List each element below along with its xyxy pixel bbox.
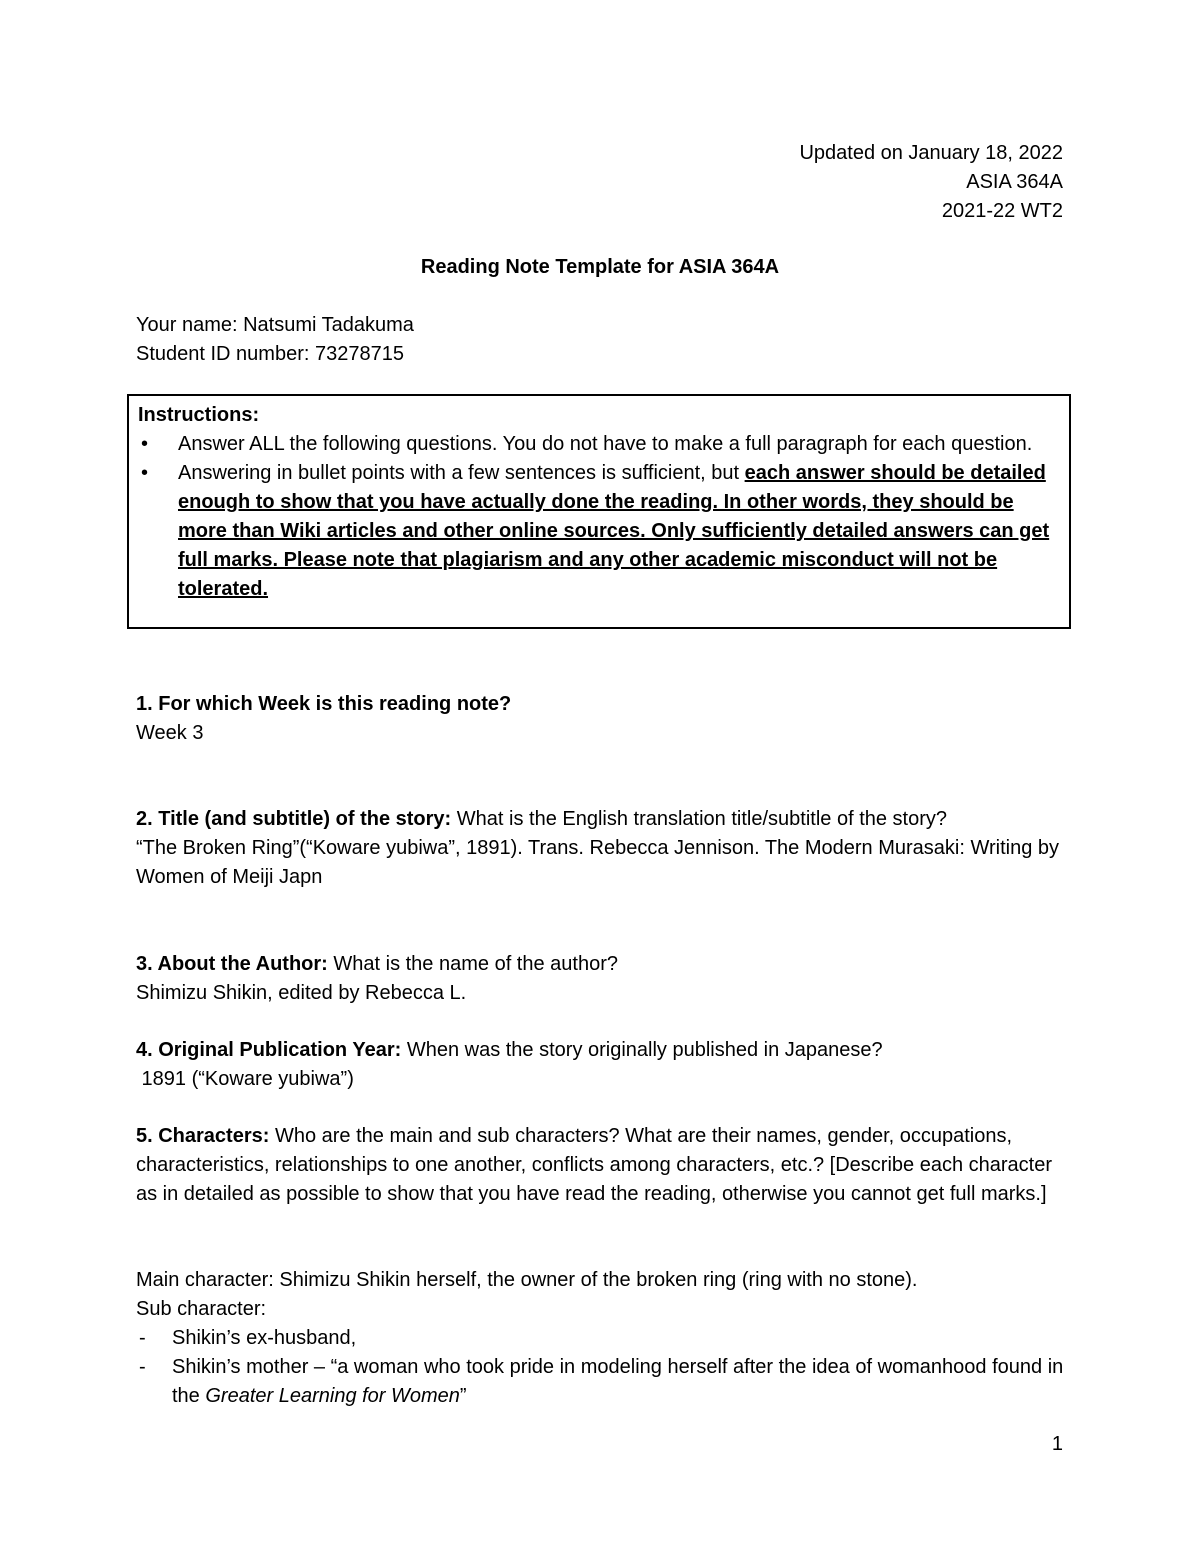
q4-answer: 1891 (“Koware yubiwa”) bbox=[136, 1068, 354, 1090]
instruction-bullet-2 bbox=[138, 459, 1061, 604]
q4-label: 4. Original Publication Year: bbox=[136, 1039, 402, 1061]
q1-label: 1. For which Week is this reading note? bbox=[136, 693, 512, 715]
q2-prompt: What is the English translation title/subtitle of the story? bbox=[451, 808, 948, 830]
course-code: ASIA 364A bbox=[966, 171, 1063, 193]
dash-icon: - bbox=[139, 1327, 146, 1349]
q5-main-character: Main character: Shimizu Shikin herself, the owner of the broken ring (ring with no stone). bbox=[136, 1269, 918, 1291]
instructions-heading: Instructions: bbox=[138, 404, 260, 426]
q2-label: 2. Title (and subtitle) of the story: bbox=[136, 808, 452, 830]
instructions-box bbox=[127, 394, 1071, 629]
q3-label: 3. About the Author: bbox=[136, 953, 328, 975]
student-id: Student ID number: 73278715 bbox=[136, 343, 404, 365]
q5-sub-item-2-plain: Shikin’s mother – “a woman who took pride in modeling herself after the idea of womanhood found in the bbox=[172, 1356, 1064, 1407]
q5-sub-item-2-end: ” bbox=[459, 1385, 467, 1407]
q4-prompt: When was the story originally published in Japanese? bbox=[401, 1039, 883, 1061]
q5-sub-heading: Sub character: bbox=[136, 1298, 267, 1320]
q5-question bbox=[136, 1122, 1072, 1209]
q5-sub-item-2 bbox=[136, 1353, 1072, 1411]
q5-sub-item-2-text bbox=[172, 1353, 1072, 1411]
q4-question bbox=[136, 1036, 1072, 1065]
instruction-text-1: Answer ALL the following questions. You do not have to make a full paragraph for each question. bbox=[178, 433, 1033, 455]
q2-question bbox=[136, 805, 1072, 834]
q5-sub-item-1-text: Shikin’s ex-husband, bbox=[172, 1327, 357, 1349]
page-number: 1 bbox=[1051, 1433, 1063, 1455]
header-block bbox=[799, 139, 1063, 226]
instruction-text-2-underlined: each answer should be detailed enough to show that you have actually done the reading. In other words, they should be more than Wiki articles and other online sources. Only sufficiently detailed answers can get full marks. Please note that plagiarism and any other academic misconduct will not be tolerated. bbox=[178, 462, 1050, 600]
q1-answer: Week 3 bbox=[136, 722, 204, 744]
instruction-text-2 bbox=[178, 459, 1061, 604]
updated-date: Updated on January 18, 2022 bbox=[799, 142, 1063, 164]
bullet-icon: • bbox=[141, 433, 149, 455]
instruction-text-2-plain: Answering in bullet points with a few sentences is sufficient, but bbox=[178, 462, 745, 484]
q3-prompt: What is the name of the author? bbox=[327, 953, 618, 975]
bullet-icon: • bbox=[141, 462, 149, 484]
dash-icon: - bbox=[139, 1356, 146, 1378]
q3-question bbox=[136, 950, 1072, 979]
document-title: Reading Note Template for ASIA 364A bbox=[420, 256, 780, 278]
term: 2021-22 WT2 bbox=[941, 200, 1063, 222]
student-name: Your name: Natsumi Tadakuma bbox=[136, 314, 414, 336]
q5-sub-item-2-italic: Greater Learning for Women bbox=[205, 1385, 460, 1407]
instruction-bullet-1 bbox=[138, 430, 1061, 459]
q5-label: 5. Characters: bbox=[136, 1125, 270, 1147]
q5-prompt: Who are the main and sub characters? What are their names, gender, occupations, characteristics, relationships to one another, conflicts among characters, etc.? [Describe each character as in detailed as possible to show that you have read the reading, otherwise you cannot get full marks.] bbox=[136, 1125, 1053, 1205]
q2-answer: “The Broken Ring”(“Koware yubiwa”, 1891). Trans. Rebecca Jennison. The Modern Murasaki: Writing by Women of Meiji Japn bbox=[136, 837, 1059, 888]
q5-sub-item-1 bbox=[136, 1324, 1072, 1353]
q3-answer: Shimizu Shikin, edited by Rebecca L. bbox=[136, 982, 467, 1004]
